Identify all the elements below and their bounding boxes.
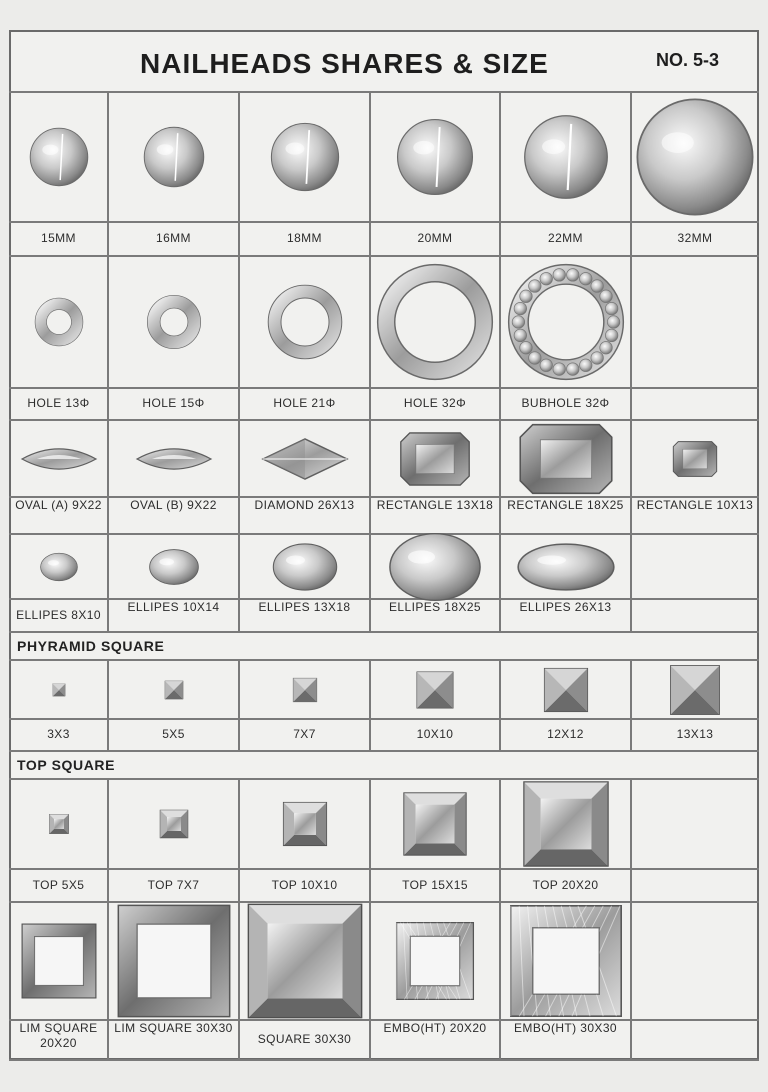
grid-vline <box>107 92 109 256</box>
grid-hline <box>9 1059 759 1061</box>
item-label: 3X3 <box>47 727 70 741</box>
item-label: TOP 10X10 <box>271 877 338 892</box>
ring-stud-icon <box>374 261 496 383</box>
grid-vline <box>499 534 501 632</box>
item-label: 18MM <box>287 231 322 245</box>
grid-vline <box>499 660 501 751</box>
item-label: HOLE 32Φ <box>403 396 467 410</box>
pyramid-stud-icon <box>161 677 187 703</box>
grid-vline <box>499 92 501 256</box>
grid-vline <box>238 902 240 1060</box>
item-label: TOP 15X15 <box>402 877 468 892</box>
item-label: LIM SQUARE 20X20 <box>19 1021 98 1050</box>
pyramid-stud-icon <box>50 681 68 699</box>
grid-vline <box>238 534 240 632</box>
rectangle-stud-icon <box>664 428 726 490</box>
grid-vline <box>369 660 371 751</box>
grid-hline <box>9 631 759 633</box>
top-square-stud-icon <box>45 810 73 838</box>
grid-hline <box>9 718 759 720</box>
grid-vline <box>107 779 109 902</box>
bubble-ring-icon <box>505 261 627 383</box>
item-label: TOP 5X5 <box>32 877 85 892</box>
embossed-frame-icon <box>387 913 483 1009</box>
diamond-stud-icon <box>255 409 355 509</box>
rectangle-stud-icon <box>390 414 480 504</box>
item-label: ELLIPES 10X14 <box>127 600 220 614</box>
frame-square-icon <box>14 916 104 1006</box>
dome-stud-icon <box>270 122 340 192</box>
grid-vline <box>107 660 109 751</box>
grid-hline <box>9 387 759 389</box>
grid-vline <box>369 534 371 632</box>
dome-stud-icon <box>143 126 205 188</box>
item-label: 10X10 <box>416 727 454 741</box>
grid-hline <box>9 221 759 223</box>
item-label: HOLE 13Φ <box>27 396 90 410</box>
grid-vline <box>630 902 632 1060</box>
top-square-stud-icon <box>154 804 194 844</box>
item-label: 22MM <box>548 231 583 245</box>
grid-vline <box>499 779 501 902</box>
grid-hline <box>9 750 759 752</box>
grid-vline <box>238 420 240 534</box>
item-label: TOP 7X7 <box>147 877 200 892</box>
rectangle-stud-icon <box>514 407 618 511</box>
item-label: RECTANGLE 10X13 <box>636 498 754 512</box>
section-heading: TOP SQUARE <box>17 757 116 773</box>
item-label: EMBO(HT) 30X30 <box>514 1021 617 1035</box>
item-label: TOP 20X20 <box>532 877 599 892</box>
grid-vline <box>499 256 501 420</box>
ellipse-stud-icon <box>269 531 341 603</box>
item-label: HOLE 21Φ <box>273 396 336 410</box>
item-label: LIM SQUARE 30X30 <box>114 1021 233 1035</box>
oval-stud-icon <box>17 417 101 501</box>
grid-hline <box>9 255 759 257</box>
grid-vline <box>499 902 501 1060</box>
top-square-stud-icon <box>274 793 336 855</box>
item-label: ELLIPES 13X18 <box>258 600 351 614</box>
item-label: DIAMOND 26X13 <box>254 498 355 512</box>
frame-square-icon <box>116 903 232 1019</box>
grid-vline <box>238 256 240 420</box>
ring-stud-icon <box>265 282 345 362</box>
dome-stud-icon <box>523 114 609 200</box>
item-label: OVAL (B) 9X22 <box>130 498 217 512</box>
ring-stud-icon <box>145 293 203 351</box>
grid-vline <box>107 256 109 420</box>
pyramid-stud-icon <box>535 659 597 721</box>
item-label: ELLIPES 18X25 <box>389 600 481 614</box>
item-label: ELLIPES 8X10 <box>16 607 101 622</box>
document-number: NO. 5-3 <box>656 50 720 70</box>
dome-stud-icon <box>29 127 89 187</box>
grid-vline <box>630 779 632 902</box>
item-label: 15MM <box>41 231 76 245</box>
grid-hline <box>9 778 759 780</box>
ellipse-stud-icon <box>145 538 203 596</box>
grid-vline <box>630 92 632 256</box>
grid-vline <box>630 256 632 420</box>
square-stud-icon <box>246 902 364 1020</box>
item-label: SQUARE 30X30 <box>257 1032 352 1046</box>
grid-vline <box>499 420 501 534</box>
item-label: OVAL (A) 9X22 <box>15 498 102 512</box>
pyramid-stud-icon <box>660 655 730 725</box>
grid-vline <box>369 902 371 1060</box>
item-label: 7X7 <box>293 727 316 741</box>
item-label: HOLE 15Φ <box>142 396 205 410</box>
grid-hline <box>9 868 759 870</box>
grid-vline <box>630 660 632 751</box>
dome-stud-icon <box>396 118 474 196</box>
pyramid-stud-icon <box>409 664 461 716</box>
ellipse-stud-icon <box>36 544 82 590</box>
grid-vline <box>238 660 240 751</box>
grid-hline <box>9 91 759 93</box>
page-title: NAILHEADS SHARES & SIZE <box>140 48 549 79</box>
grid-vline <box>630 534 632 632</box>
item-label: 13X13 <box>676 727 714 741</box>
grid-vline <box>630 420 632 534</box>
item-label: BUBHOLE 32Φ <box>521 396 610 410</box>
section-heading: PHYRAMID SQUARE <box>17 638 165 654</box>
top-square-stud-icon <box>396 785 474 863</box>
item-label: 5X5 <box>162 727 185 741</box>
grid-vline <box>369 92 371 256</box>
oval-stud-icon <box>132 417 216 501</box>
item-label: 16MM <box>156 231 191 245</box>
item-label: RECTANGLE 13X18 <box>376 498 494 512</box>
grid-vline <box>107 902 109 1060</box>
item-label: RECTANGLE 18X25 <box>507 498 624 512</box>
grid-vline <box>107 534 109 632</box>
grid-hline <box>9 659 759 661</box>
grid-hline <box>9 419 759 421</box>
item-label: ELLIPES 26X13 <box>519 600 612 614</box>
embossed-frame-icon <box>506 901 626 1021</box>
ring-stud-icon <box>33 296 85 348</box>
item-label: EMBO(HT) 20X20 <box>383 1021 487 1035</box>
top-square-stud-icon <box>517 775 615 873</box>
item-label: 20MM <box>417 231 453 245</box>
dome-stud-icon <box>635 97 755 217</box>
grid-vline <box>369 256 371 420</box>
grid-vline <box>238 92 240 256</box>
item-label: 32MM <box>677 231 713 245</box>
item-label: 12X12 <box>547 727 584 741</box>
grid-vline <box>238 779 240 902</box>
grid-vline <box>107 420 109 534</box>
grid-vline <box>369 420 371 534</box>
grid-vline <box>369 779 371 902</box>
pyramid-stud-icon <box>288 673 322 707</box>
grid-hline <box>9 533 759 535</box>
